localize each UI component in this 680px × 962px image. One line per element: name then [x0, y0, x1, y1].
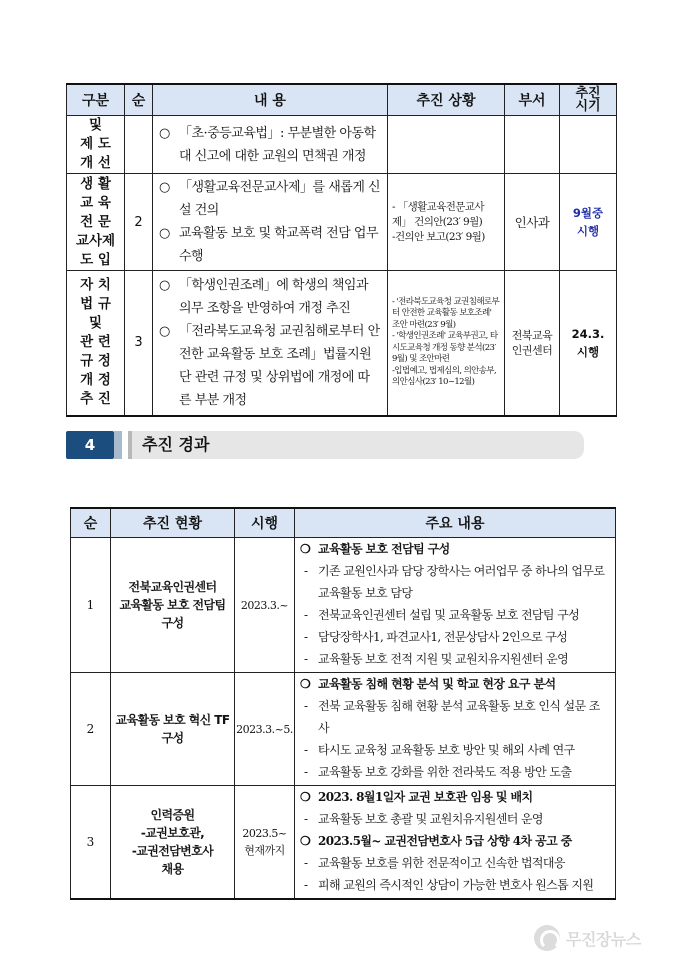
header-content: 내 용	[153, 84, 388, 116]
row-num	[125, 116, 153, 174]
row-date: 2023.5~ 현재까지	[235, 786, 295, 900]
row-date: 2023.3.~5.	[235, 673, 295, 786]
status-line: - 「생활교육전문교사제」 건의안(23′ 9월)	[392, 200, 484, 228]
status-line: -건의안 보고(23′ 9월)	[392, 230, 485, 243]
policy-table	[66, 83, 617, 417]
table-row	[67, 174, 617, 271]
header-dept: 부서	[505, 84, 560, 116]
header-date: 시행	[235, 508, 295, 538]
row-category: 생 활 교 육 전 문 교사제 도 입	[67, 174, 125, 271]
row-dept: 인사과	[505, 174, 560, 271]
header-status: 추진 상황	[388, 84, 505, 116]
muzin-logo-icon	[534, 925, 560, 951]
status-line: - '전라북도교육청 교권침해로부터 안전한 교육활동 보호조례' 조안 마련(23′ 9월)	[392, 296, 500, 330]
row-content	[295, 673, 616, 786]
content-bullet: ○ 「학생인권조례」에 학생의 책임과 의무 조항을 반영하여 개정 추진	[159, 277, 369, 316]
content-heading: ❍ 2023. 8월1일자 교권 보호관 임용 및 배치	[300, 790, 533, 804]
row-status	[388, 271, 505, 416]
content-item: - 교육활동 보호 강화를 위한 전라북도 적용 방안 도출	[304, 765, 572, 779]
status-line: -입법예고, 법제심의, 의안송부, 의안심사(23′ 10~12월)	[392, 365, 497, 388]
row-status: 교육활동 보호 혁신 TF 구성	[111, 673, 235, 786]
row-num: 2	[71, 673, 111, 786]
policy-table-header	[67, 84, 617, 116]
content-heading: ❍ 교육활동 보호 전담팀 구성	[300, 542, 450, 556]
row-num: 2	[125, 174, 153, 271]
watermark-text: 무진장뉴스	[566, 929, 641, 949]
row-content	[295, 538, 616, 673]
progress-table-header	[71, 508, 616, 538]
content-bullet: ○ 「초·중등교육법」: 무분별한 아동학대 신고에 대한 교원의 면책권 개정	[159, 125, 376, 164]
row-status: 전북교육인권센터 교육활동 보호 전담팀 구성	[111, 538, 235, 673]
header-num: 순	[71, 508, 111, 538]
row-content	[153, 271, 388, 416]
content-heading: ❍ 교육활동 침해 현황 분석 및 학교 현장 요구 분석	[300, 677, 556, 691]
content-item: - 피해 교원의 즉시적인 상담이 가능한 변호사 원스톱 지원	[304, 878, 594, 892]
row-category: 및 제 도 개 선	[67, 116, 125, 174]
section-heading	[66, 431, 584, 459]
table-row	[71, 786, 616, 900]
section-number-badge: 4	[66, 431, 114, 459]
badge-accent	[114, 431, 122, 459]
row-status: 인력증원 -교권보호관, -교권전담변호사 채용	[111, 786, 235, 900]
table-row	[71, 538, 616, 673]
row-content	[295, 786, 616, 900]
row-timing	[560, 116, 617, 174]
table-row	[67, 116, 617, 174]
table-row	[71, 673, 616, 786]
progress-table	[70, 507, 616, 900]
status-line: - '학생인권조례' 교육부권고, 타시도교육청 개정 동향 분석(23′ 9월) 및 조안마련	[392, 331, 498, 365]
content-bullet: ○ 교육활동 보호 및 학교폭력 전담 업무 수행	[159, 226, 379, 264]
row-content	[153, 174, 388, 271]
content-item: - 교육활동 보호를 위한 전문적이고 신속한 법적대응	[304, 856, 565, 870]
row-dept	[505, 116, 560, 174]
content-item: - 교육활동 보호 총괄 및 교원치유지원센터 운영	[304, 812, 543, 826]
row-timing: 24.3. 시행	[560, 271, 617, 416]
row-dept: 전북교육 인권센터	[505, 271, 560, 416]
header-category: 구분	[67, 84, 125, 116]
header-status: 추진 현황	[111, 508, 235, 538]
row-num: 3	[71, 786, 111, 900]
watermark	[534, 924, 641, 952]
row-num: 1	[71, 538, 111, 673]
content-item: - 담당장학사1, 파견교사1, 전문상담사 2인으로 구성	[304, 630, 568, 644]
row-date: 2023.3.~	[235, 538, 295, 673]
content-item: - 타시도 교육청 교육활동 보호 방안 및 해외 사례 연구	[304, 743, 575, 757]
row-status	[388, 116, 505, 174]
content-heading: ❍ 2023.5월~ 교권전담변호사 5급 상향 4차 공고 중	[300, 834, 572, 848]
content-item: - 교육활동 보호 전적 지원 및 교원치유지원센터 운영	[304, 652, 569, 666]
header-timing: 추진 시기	[560, 84, 617, 116]
content-bullet: ○ 「전라북도교육청 교권침해로부터 안전한 교육활동 보호 조례」법률지원단 관련 규정 및 상위법에 개정에 따른 부분 개정	[159, 323, 380, 408]
row-content	[153, 116, 388, 174]
content-item: - 기존 교원인사과 담당 장학사는 여러업무 중 하나의 업무로 교육활동 보호 담당	[304, 564, 605, 600]
row-num: 3	[125, 271, 153, 416]
content-item: - 전북 교육활동 침해 현황 분석 교육활동 보호 인식 설문 조사	[304, 699, 600, 735]
section-title: 추진 경과	[142, 435, 210, 454]
content-bullet: ○ 「생활교육전문교사제」를 새롭게 신설 건의	[159, 180, 381, 218]
table-row	[67, 271, 617, 416]
row-timing: 9월중 시행	[560, 174, 617, 271]
header-content: 주요 내용	[295, 508, 616, 538]
header-num: 순	[125, 84, 153, 116]
content-item: - 전북교육인권센터 설립 및 교육활동 보호 전담팀 구성	[304, 608, 580, 622]
row-status	[388, 174, 505, 271]
row-category: 자 치 법 규 및 관 련 규 정 개 정 추 진	[67, 271, 125, 416]
